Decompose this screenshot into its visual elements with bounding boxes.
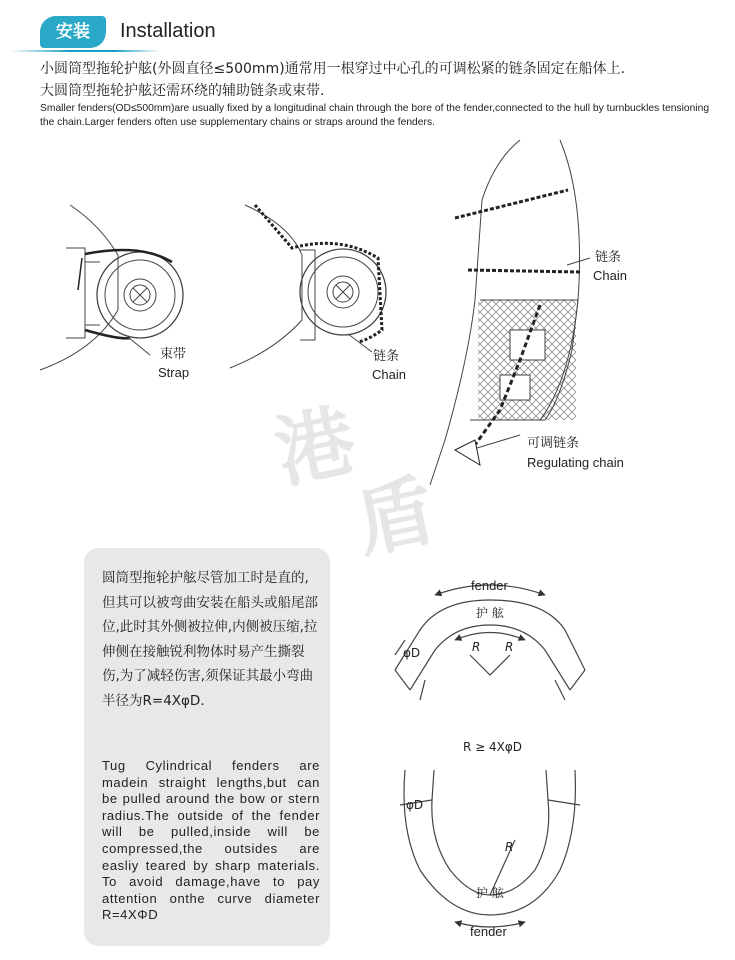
section-title: Installation: [120, 20, 216, 42]
intro-en: Smaller fenders(OD≤500mm)are usually fixed by a longitudinal chain through the bore of the fender,connected to the hull by turnbuckles tensioning the chain.Larger fenders often use supplementary chains or straps around the fenders.: [40, 103, 710, 128]
chain-diagram: [230, 205, 386, 368]
bend-diagram-top: [395, 585, 585, 700]
top-fender-cn-label: 护 舷: [476, 606, 504, 620]
watermark-char-1: 港: [267, 394, 363, 500]
bend-diagram-bottom: [400, 770, 580, 927]
bottom-r-label: R: [505, 840, 514, 854]
regulating-chain-label-en: Regulating chain: [527, 455, 624, 470]
section-badge: 安装: [40, 16, 106, 48]
chain-label-en-1: Chain: [372, 367, 406, 382]
bending-info-cn: 圆筒型拖轮护舷尽管加工时是直的,但其可以被弯曲安装在船头或船尾部位,此时其外侧被拉伸,内侧被压缩,拉伸侧在接触锐利物体时易产生撕裂伤,为了减轻伤害,须保证其最小弯曲半径为R=4XφD.: [102, 570, 318, 709]
top-r-label-right: R: [505, 640, 514, 654]
bending-info-en: Tug Cylindrical fenders are madein straight lengths,but can be pulled around the bow or stern radius.The outside of the fender will be pulled,inside will be compressed,the outsides are easliy teared by sharp materials. To avoid damage,have to pay attention onthe curve diameter R=4XΦD: [102, 758, 320, 923]
regulating-chain-label-cn: 可调链条: [527, 436, 580, 451]
top-r-label-left: R: [472, 640, 481, 654]
top-phi-d-label: φD: [403, 646, 421, 660]
bending-formula: R ≥ 4XφD: [463, 740, 523, 754]
intro-cn-line1: 小圆筒型拖轮护舷(外圆直径≤500mm)通常用一根穿过中心孔的可调松紧的链条固定在船体上.: [40, 61, 626, 77]
strap-label-en: Strap: [158, 365, 190, 380]
chain-label-cn-1: 链条: [373, 349, 400, 364]
top-fender-label: fender: [471, 578, 508, 593]
chain-label-cn-2: 链条: [595, 250, 622, 265]
bottom-fender-label: fender: [470, 924, 507, 939]
intro-cn-line2: 大圆筒型拖轮护舷还需环绕的辅助链条或束带.: [40, 83, 325, 99]
bottom-fender-cn-label: 护 舷: [476, 886, 504, 900]
chain-label-en-2: Chain: [593, 268, 627, 283]
bottom-phi-d-label: φD: [406, 798, 424, 812]
watermark-char-2: 盾: [347, 464, 443, 570]
strap-label-cn: 束带: [160, 347, 187, 362]
bending-info-panel: [84, 548, 330, 946]
